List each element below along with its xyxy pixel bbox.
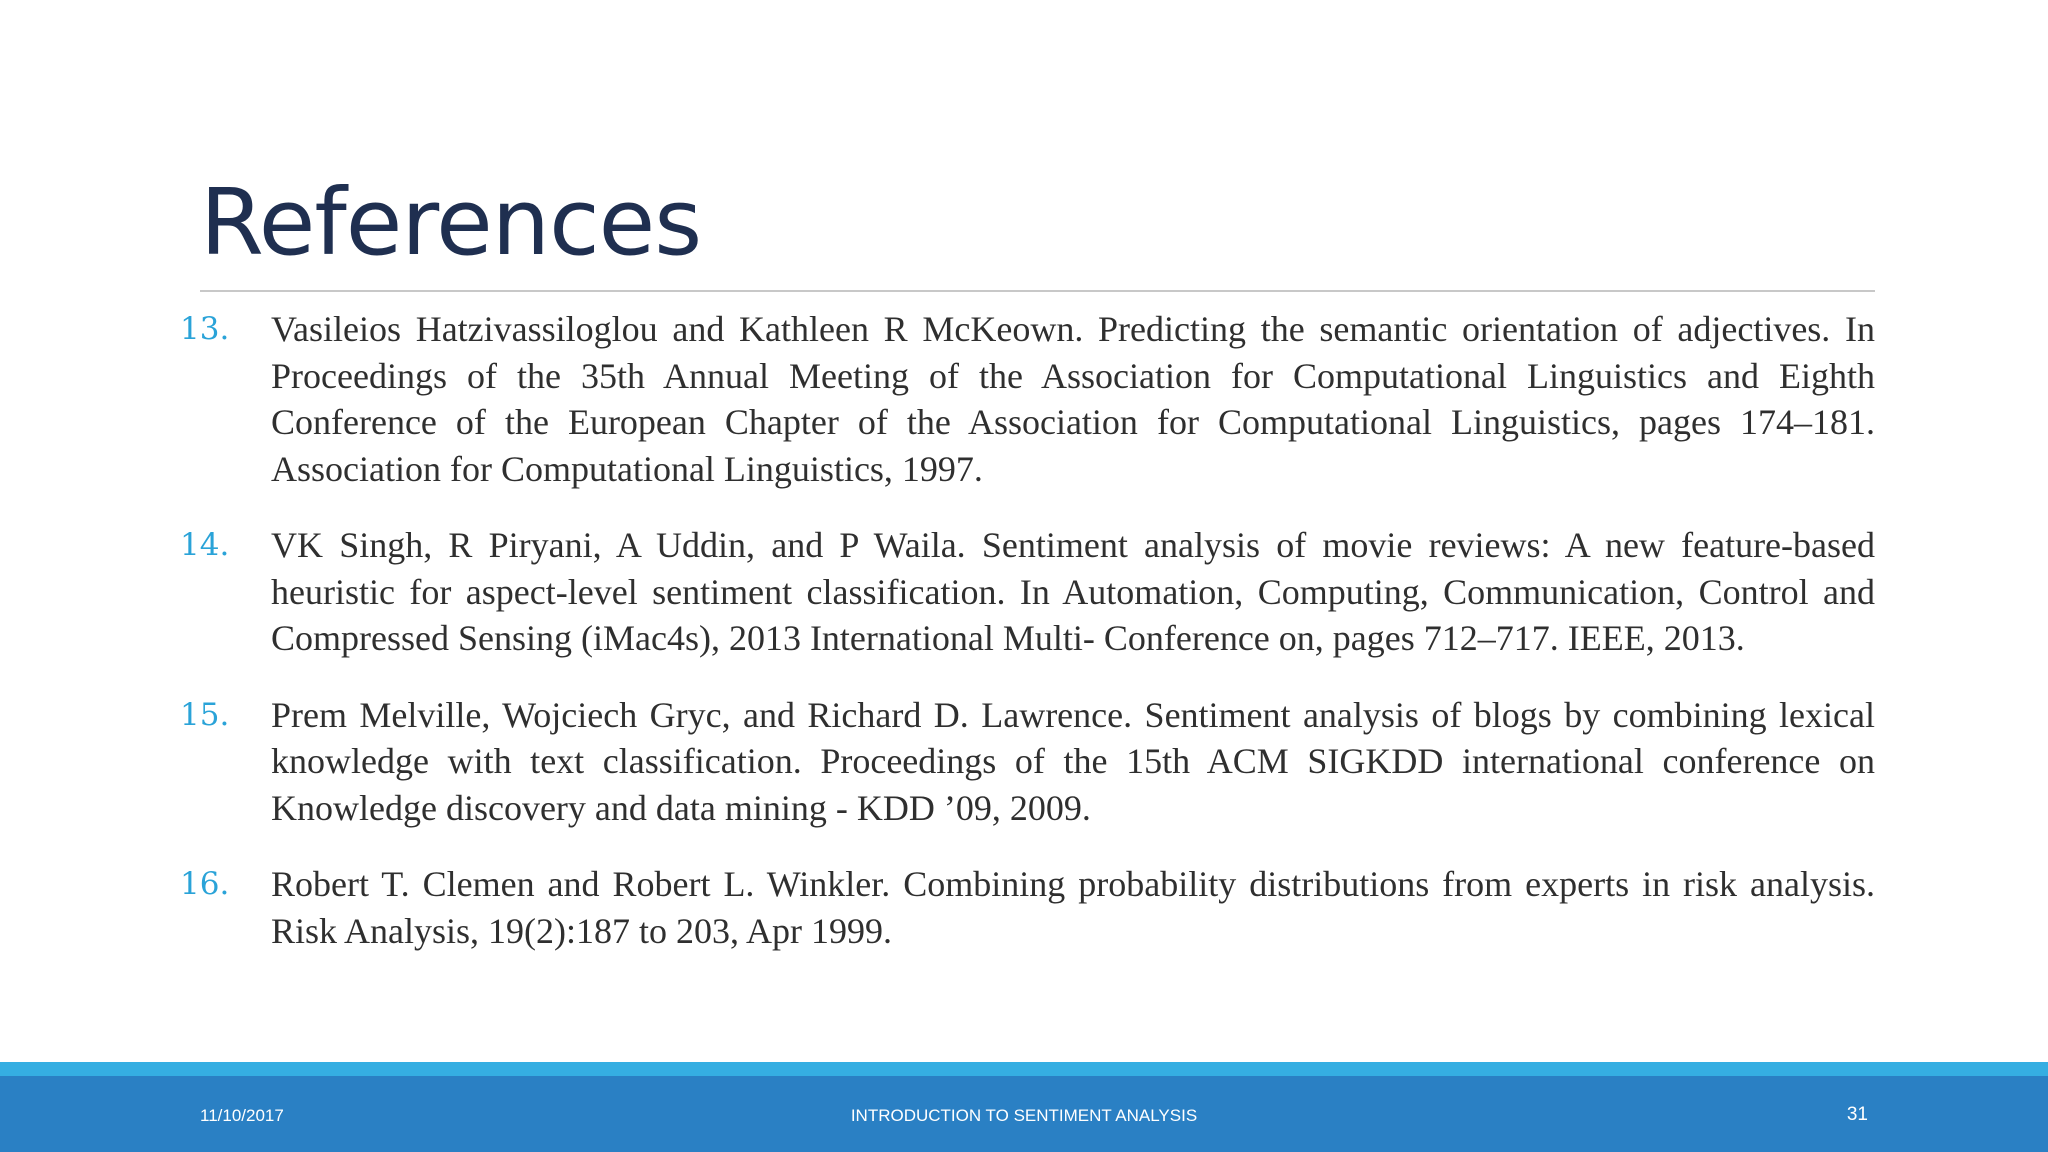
- slide-title: References: [200, 169, 702, 276]
- reference-text: Vasileios Hatzivassiloglou and Kathleen R McKeown. Predicting the semantic orientation of adjectives. In Proceedings of the 35th Annual Meeting of the Association for Computational Linguistics and Eighth Conference of the European Chapter of the Association for Computational Linguistics, pages 174–181. Association for Computational Linguistics, 1997.: [271, 309, 1875, 489]
- reference-number: 16.: [180, 866, 230, 902]
- reference-item: [180, 306, 1875, 492]
- reference-number: 15.: [180, 696, 230, 733]
- slide-page-number: 31: [1846, 1104, 1868, 1125]
- reference-item: [180, 861, 1875, 954]
- reference-number: 13.: [180, 311, 230, 347]
- reference-number: 14.: [180, 527, 230, 563]
- footer-date: 11/10/2017: [200, 1106, 284, 1125]
- reference-item: [180, 692, 1875, 832]
- reference-text: Prem Melville, Wojciech Gryc, and Richard D. Lawrence. Sentiment analysis of blogs by combining lexical knowledge with text classification. Proceedings of the 15th ACM SIGKDD international conference on Knowledge discovery and data mining - KDD ’09, 2009.: [271, 694, 1875, 828]
- title-divider: [200, 290, 1875, 292]
- reference-text: VK Singh, R Piryani, A Uddin, and P Waila. Sentiment analysis of movie reviews: A new feature-based heuristic for aspect-level sentiment classification. In Automation, Computing, Communication, Control and Compressed Sensing (iMac4s), 2013 International Multi- Conference on, pages 712–717. IEEE, 2013.: [271, 525, 1875, 658]
- reference-text: Robert T. Clemen and Robert L. Winkler. Combining probability distributions from experts in risk analysis. Risk Analysis, 19(2):187 to 203, Apr 1999.: [271, 864, 1875, 951]
- reference-item: [180, 522, 1875, 662]
- footer-presentation-title: INTRODUCTION TO SENTIMENT ANALYSIS: [850, 1106, 1198, 1125]
- footer-bar: [0, 1076, 2048, 1152]
- reference-list: [180, 306, 1875, 984]
- footer-accent-stripe: [0, 1062, 2048, 1076]
